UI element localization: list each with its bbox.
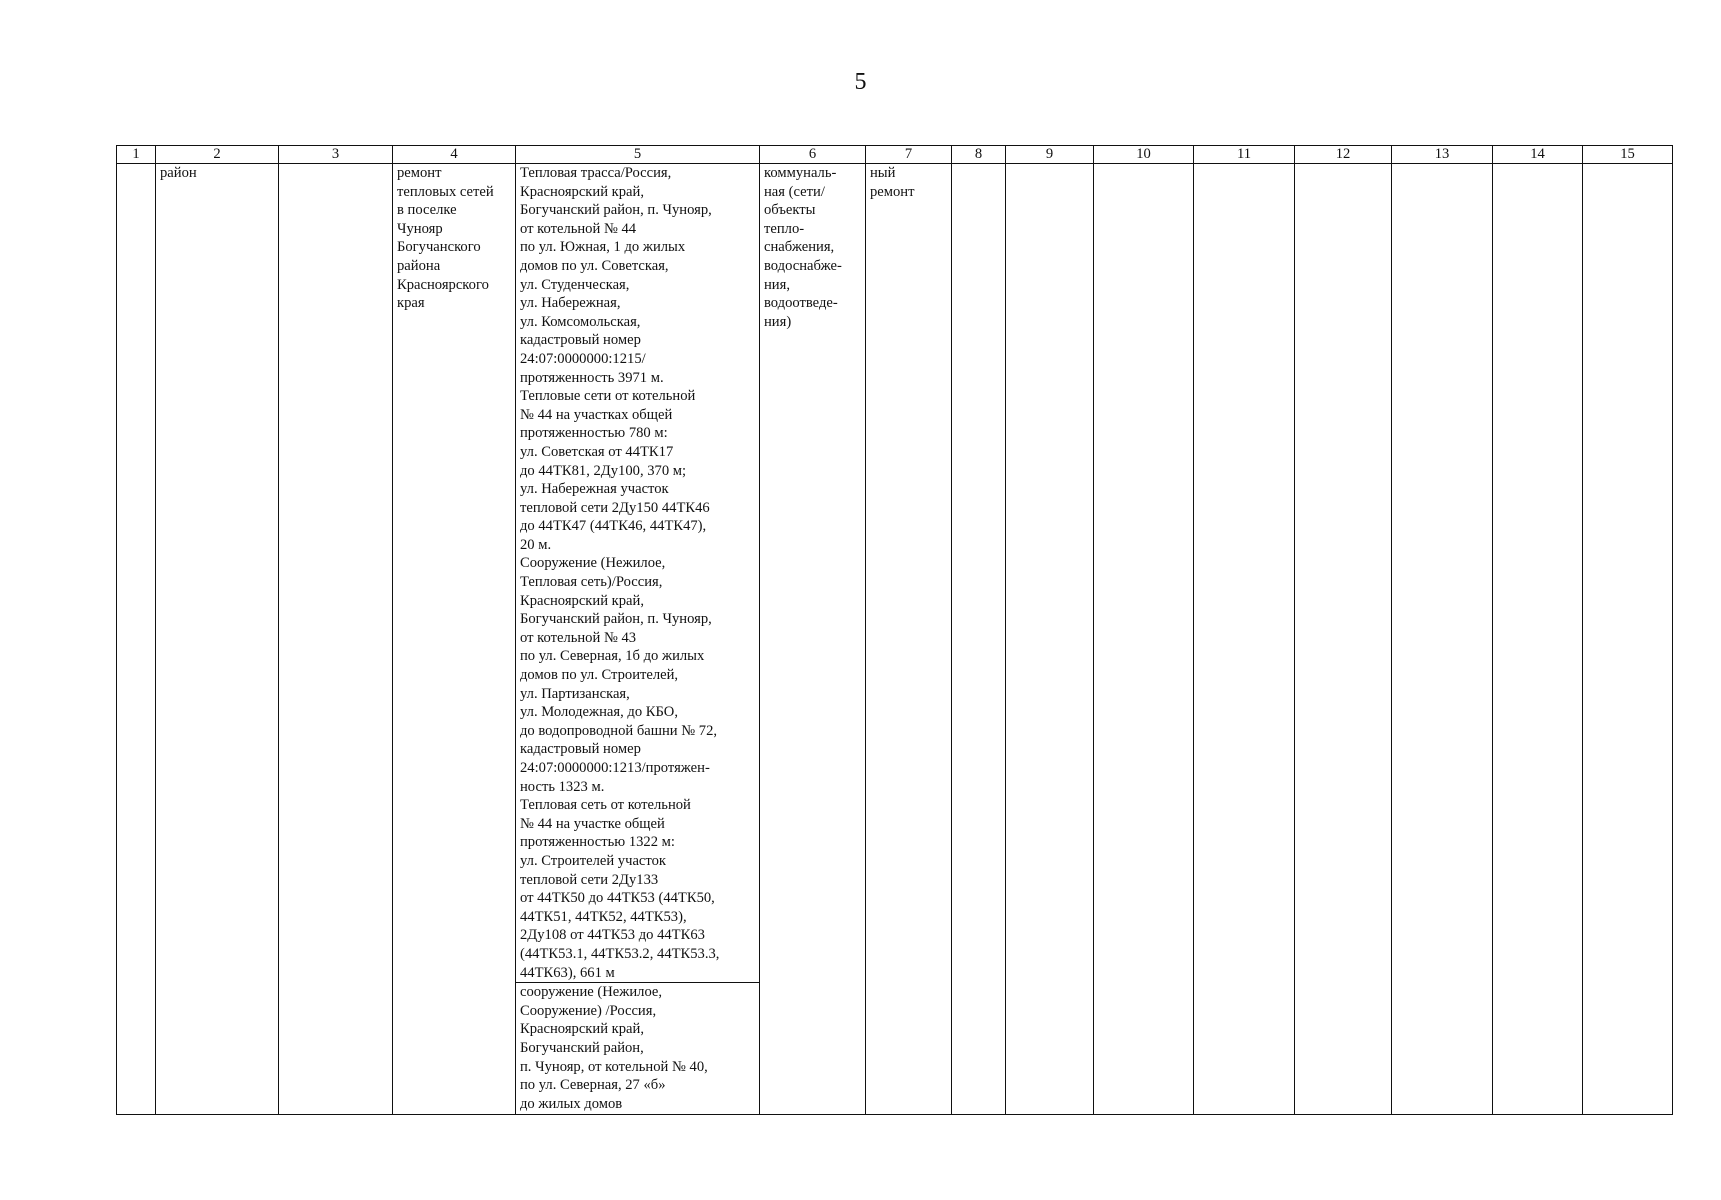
cell-text-property-type: коммуналь- ная (сети/ объекты тепло- снабжения, водоснабже- ния, водоотведе- ния): [764, 165, 842, 330]
column-header-15: 15: [1583, 146, 1673, 164]
cell-col-11: [1194, 164, 1295, 1115]
object-description-heat-networks: Тепловая трасса/Россия, Красноярский край, Богучанский район, п. Чунояр, от котельной № 44 по ул. Южная, 1 до жилых домов по ул. Советская, ул. Студенческая, ул. Набережная, ул. Комсомольская, кадастровый номер 24:07:0000000:1215/ протяженность 3971 м. Тепловые сети от котельной № 44 на участках общей протяженностью 780 м: ул. Советская от 44ТК17 до 44ТК81, 2Ду100, 370 м; ул. Набережная участок тепловой сети 2Ду150 44ТК46 до 44ТК47 (44ТК46, 44ТК47), 20 м. Сооружение (Нежилое, Тепловая сеть)/Россия, Красноярский край, Богучанский район, п. Чунояр, от котельной № 43 по ул. Северная, 1б до жилых домов по ул. Строителей, ул. Партизанская, ул. Молодежная, до КБО, до водопроводной башни № 72, кадастровый номер 24:07:0000000:1213/протяжен- ность 1323 м. Тепловая сеть от котельной № 44 на участке общей протяженностью 1322 м: ул. Строителей участок тепловой сети 2Ду133 от 44ТК50 до 44ТК53 (44ТК50, 44ТК51, 44ТК52, 44ТК53), 2Ду108 от 44ТК53 до 44ТК63 (44ТК53.1, 44ТК53.2, 44ТК53.3, 44ТК63), 661 м: [520, 165, 720, 981]
column-header-3: 3: [279, 146, 393, 164]
cell-col-15: [1583, 164, 1673, 1115]
column-header-12: 12: [1295, 146, 1392, 164]
column-header-1: 1: [117, 146, 156, 164]
column-header-14: 14: [1493, 146, 1583, 164]
document-table: [116, 145, 1673, 1115]
column-header-13: 13: [1392, 146, 1493, 164]
cell-col-14: [1493, 164, 1583, 1115]
cell-col-7: [866, 164, 952, 1115]
column-header-4: 4: [393, 146, 516, 164]
cell-col-1: [117, 164, 156, 1115]
cell-col-13: [1392, 164, 1493, 1115]
cell-col-4: [393, 164, 516, 1115]
cell-col-2: [156, 164, 279, 1115]
object-description-boiler-40: сооружение (Нежилое, Сооружение) /Россия, Красноярский край, Богучанский район, п. Чунояр, от котельной № 40, по ул. Северная, 27 «б» до жилых домов: [516, 982, 759, 1113]
column-header-7: 7: [866, 146, 952, 164]
cell-col-9: [1006, 164, 1094, 1115]
column-header-9: 9: [1006, 146, 1094, 164]
cell-col-6: [760, 164, 866, 1115]
cell-col-3: [279, 164, 393, 1115]
cell-col-5: [516, 164, 760, 1115]
table-row: [117, 164, 1673, 1115]
cell-col-12: [1295, 164, 1392, 1115]
column-header-10: 10: [1094, 146, 1194, 164]
column-header-5: 5: [516, 146, 760, 164]
cell-col-10: [1094, 164, 1194, 1115]
cell-col-8: [952, 164, 1006, 1115]
column-header-8: 8: [952, 146, 1006, 164]
column-header-2: 2: [156, 146, 279, 164]
cell-text-district: район: [160, 165, 197, 181]
cell-text-repair-type: ный ремонт: [870, 165, 915, 200]
column-header-11: 11: [1194, 146, 1295, 164]
object-description-block: [516, 164, 759, 1113]
cell-text-repair-description: ремонт тепловых сетей в поселке Чунояр Богучанского района Красноярского края: [397, 165, 494, 312]
header-row: [117, 146, 1673, 164]
column-header-6: 6: [760, 146, 866, 164]
page-number: 5: [854, 69, 867, 95]
